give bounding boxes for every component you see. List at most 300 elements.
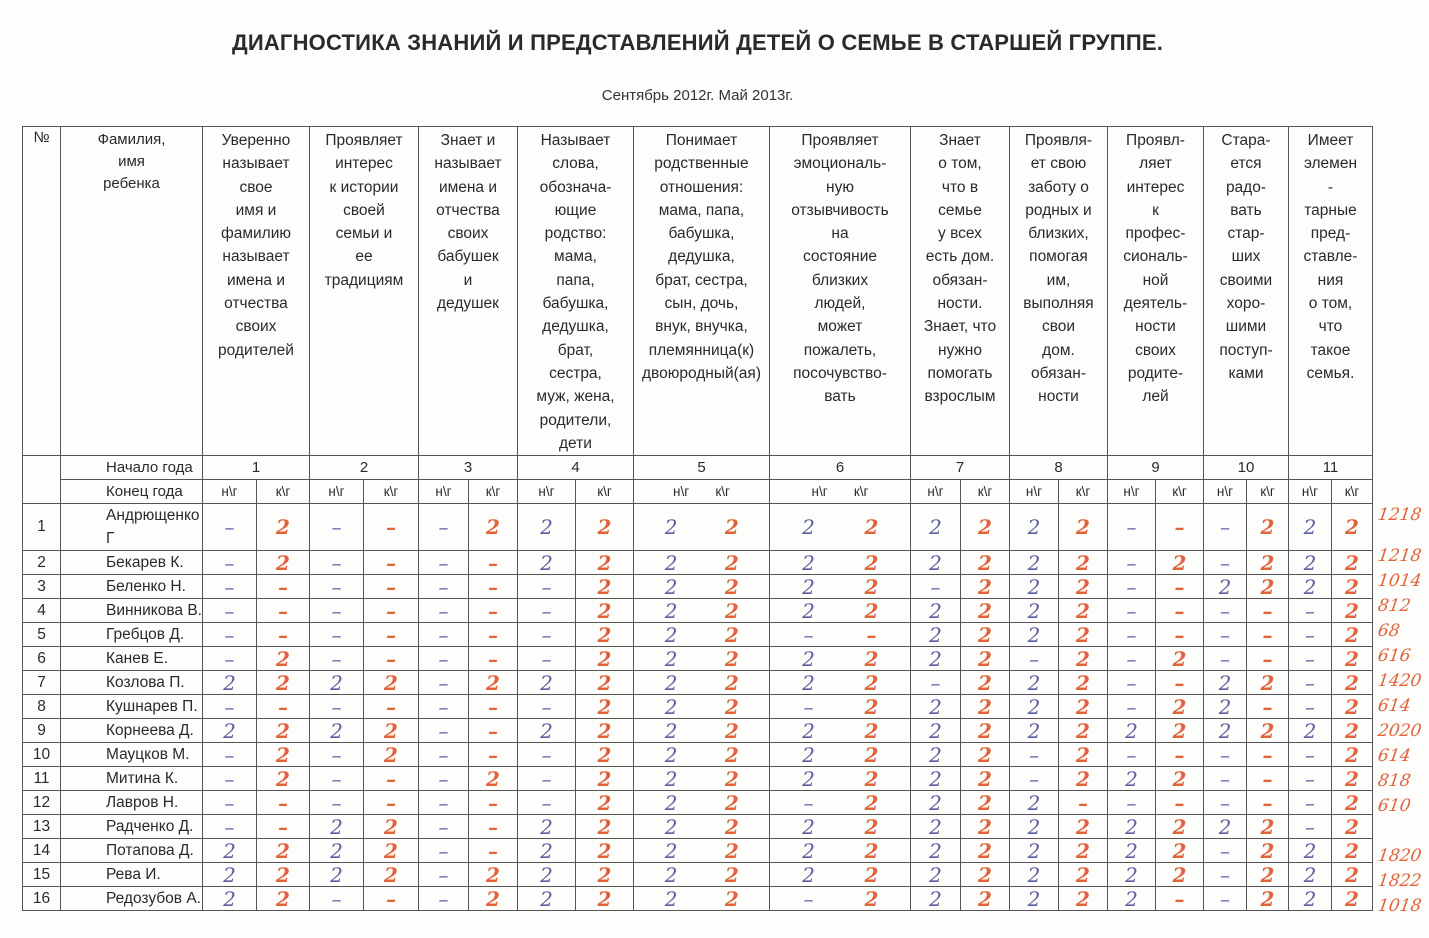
score-pair-cell: [633, 504, 769, 551]
end-score: 2: [960, 767, 1009, 791]
end-score: 2: [1058, 719, 1107, 743]
start-score: 2: [802, 862, 815, 887]
start-score: 2: [910, 719, 960, 743]
end-score: 2: [468, 767, 517, 791]
start-score: –: [418, 767, 468, 791]
end-score: –: [468, 743, 517, 767]
start-score: –: [418, 791, 468, 815]
start-score: –: [1288, 743, 1331, 767]
start-score: 2: [664, 814, 678, 839]
end-score: 2: [1058, 815, 1107, 839]
row-total: 2020: [1376, 721, 1423, 741]
start-score: –: [1107, 647, 1155, 671]
table-row: [23, 791, 1373, 815]
end-score: –: [468, 815, 517, 839]
start-score: 2: [1288, 719, 1331, 743]
child-name: Бекарев К.: [61, 551, 203, 575]
start-score: 2: [1107, 887, 1155, 911]
end-score: 2: [864, 862, 879, 887]
child-name: Канев Е.: [61, 647, 203, 671]
end-score: 2: [724, 515, 739, 540]
end-score: 2: [1058, 575, 1107, 599]
end-score: 2: [363, 839, 418, 863]
start-score: 2: [664, 766, 678, 791]
row-total: 614: [1376, 696, 1412, 716]
end-score: –: [468, 623, 517, 647]
table-row: [23, 719, 1373, 743]
end-score: –: [363, 599, 418, 623]
end-score: 2: [1331, 767, 1372, 791]
row-number: 13: [23, 815, 61, 839]
row-number: 7: [23, 671, 61, 695]
start-score: 2: [910, 791, 960, 815]
end-score: 2: [1246, 551, 1288, 575]
start-score: 2: [802, 574, 815, 599]
table-row: [23, 623, 1373, 647]
start-score: 2: [664, 670, 678, 695]
end-abbr: к\г: [1246, 480, 1288, 504]
start-score: –: [202, 815, 256, 839]
end-score: 2: [1331, 504, 1372, 551]
score-pair-cell: [769, 815, 910, 839]
start-score: 2: [664, 742, 678, 767]
end-score: 2: [1246, 815, 1288, 839]
start-score: 2: [802, 742, 815, 767]
criterion-number: 11: [1288, 456, 1372, 480]
end-score: 2: [724, 598, 739, 623]
end-score: 2: [724, 766, 739, 791]
start-score: –: [803, 790, 814, 815]
start-score: –: [309, 504, 363, 551]
table-row: [23, 767, 1373, 791]
child-name: Митина К.: [61, 767, 203, 791]
criterion-8-header: Проявля- ет свою заботу о родных и близких, помогая им, выполняя свои дом. обязан- ности: [1009, 127, 1107, 456]
start-score: –: [309, 695, 363, 719]
end-score: 2: [1058, 504, 1107, 551]
start-score: 2: [910, 767, 960, 791]
score-pair-cell: [769, 671, 910, 695]
end-score: –: [468, 839, 517, 863]
diagnostics-table: [22, 126, 1373, 911]
row-number: 1: [23, 504, 61, 551]
end-score: 2: [724, 742, 739, 767]
end-score: 2: [256, 863, 309, 887]
start-score: –: [418, 575, 468, 599]
end-score: 2: [864, 574, 879, 599]
row-total: 1822: [1376, 871, 1423, 891]
end-score: 2: [1058, 551, 1107, 575]
start-score: –: [1288, 815, 1331, 839]
score-pair-cell: [769, 743, 910, 767]
end-score: 2: [960, 839, 1009, 863]
start-score: 2: [517, 671, 575, 695]
criterion-4-header: Называет слова, обознача- ющие родство: мама, папа, бабушка, дедушка, брат, сестра, муж, жена, родители, дети: [517, 127, 633, 456]
end-score: 2: [1058, 599, 1107, 623]
start-score: –: [1009, 767, 1058, 791]
num-header: №: [23, 127, 61, 456]
start-score: 2: [1107, 815, 1155, 839]
criterion-2-header: Проявляет интерес к истории своей семьи и ее традициям: [309, 127, 418, 456]
criterion-7-header: Знает о том, что в семье у всех есть дом. обязан- ности. Знает, что нужно помогать взрослым: [910, 127, 1009, 456]
start-score: –: [1203, 791, 1246, 815]
start-score: 2: [664, 790, 678, 815]
child-name: Беленко Н.: [61, 575, 203, 599]
start-score: 2: [910, 887, 960, 911]
criterion-number: 7: [910, 456, 1009, 480]
start-score: 2: [202, 719, 256, 743]
start-score: 2: [202, 671, 256, 695]
end-score: 2: [575, 695, 633, 719]
start-of-year-label: Начало года: [61, 456, 203, 480]
row-total: 818: [1376, 771, 1412, 791]
end-score: 2: [1331, 791, 1372, 815]
end-score: 2: [1331, 719, 1372, 743]
end-score: 2: [864, 694, 879, 719]
score-pair-cell: [769, 504, 910, 551]
start-score: 2: [802, 718, 815, 743]
score-pair-cell: [769, 719, 910, 743]
end-score: –: [1246, 695, 1288, 719]
end-score: 2: [575, 623, 633, 647]
start-score: –: [517, 743, 575, 767]
end-score: 2: [1331, 743, 1372, 767]
start-score: –: [418, 719, 468, 743]
start-score: –: [1203, 504, 1246, 551]
end-score: 2: [468, 887, 517, 911]
start-score: –: [517, 647, 575, 671]
start-score: –: [202, 599, 256, 623]
start-score: 2: [910, 623, 960, 647]
start-score: 2: [802, 598, 815, 623]
end-abbr: к\г: [256, 480, 309, 504]
end-score: 2: [724, 550, 739, 575]
row-number: 11: [23, 767, 61, 791]
end-score: 2: [1331, 887, 1372, 911]
start-score: –: [517, 599, 575, 623]
start-abbr: н\г: [1009, 480, 1058, 504]
row-total: 1218: [1376, 505, 1423, 525]
end-score: 2: [575, 671, 633, 695]
start-score: 2: [1288, 839, 1331, 863]
score-pair-cell: [633, 623, 769, 647]
end-score: 2: [960, 695, 1009, 719]
end-abbr: к\г: [575, 480, 633, 504]
start-score: –: [309, 551, 363, 575]
end-abbr: к\г: [1058, 480, 1107, 504]
end-score: 2: [960, 551, 1009, 575]
child-name: Винникова В.: [61, 599, 203, 623]
start-score: –: [517, 623, 575, 647]
start-score: –: [1203, 599, 1246, 623]
end-score: 2: [256, 551, 309, 575]
end-score: –: [1246, 743, 1288, 767]
score-pair-cell: [769, 791, 910, 815]
start-score: –: [418, 815, 468, 839]
end-score: 2: [864, 886, 879, 911]
end-score: –: [363, 623, 418, 647]
start-score: 2: [664, 622, 678, 647]
end-score: 2: [1331, 575, 1372, 599]
start-score: 2: [1009, 623, 1058, 647]
end-score: 2: [960, 575, 1009, 599]
end-score: 2: [256, 887, 309, 911]
row-number: 8: [23, 695, 61, 719]
end-score: 2: [1155, 815, 1203, 839]
end-score: 2: [256, 743, 309, 767]
end-score: 2: [256, 647, 309, 671]
end-score: 2: [575, 647, 633, 671]
end-score: –: [363, 791, 418, 815]
end-score: 2: [960, 743, 1009, 767]
start-score: 2: [1288, 575, 1331, 599]
criterion-3-header: Знает и называет имена и отчества своих бабушек и дедушек: [418, 127, 517, 456]
start-score: 2: [802, 838, 815, 863]
start-score: 2: [202, 887, 256, 911]
start-score: –: [517, 791, 575, 815]
end-score: 2: [1246, 504, 1288, 551]
end-score: 2: [1058, 623, 1107, 647]
start-score: 2: [910, 815, 960, 839]
row-total: 812: [1376, 596, 1412, 616]
end-score: –: [256, 599, 309, 623]
table-row: [23, 671, 1373, 695]
end-score: 2: [1331, 551, 1372, 575]
end-score: –: [1058, 791, 1107, 815]
end-score: 2: [1331, 695, 1372, 719]
end-score: 2: [1155, 839, 1203, 863]
end-score: 2: [468, 504, 517, 551]
end-score: 2: [724, 838, 739, 863]
end-score: –: [468, 599, 517, 623]
score-pair-cell: [633, 647, 769, 671]
end-score: 2: [575, 599, 633, 623]
end-abbr: к\г: [960, 480, 1009, 504]
start-score: –: [418, 504, 468, 551]
start-score: –: [309, 791, 363, 815]
start-score: –: [803, 694, 814, 719]
criterion-number: 5: [633, 456, 769, 480]
table-row: [23, 504, 1373, 551]
row-total: 614: [1376, 746, 1412, 766]
start-score: 2: [802, 670, 815, 695]
end-score: –: [1155, 623, 1203, 647]
end-score: 2: [575, 719, 633, 743]
end-score: –: [363, 575, 418, 599]
row-number: 6: [23, 647, 61, 671]
end-abbr: к\г: [1331, 480, 1372, 504]
end-score: –: [363, 767, 418, 791]
start-score: 2: [910, 551, 960, 575]
end-score: 2: [1331, 599, 1372, 623]
table-row: [23, 551, 1373, 575]
score-pair-cell: [769, 599, 910, 623]
end-score: 2: [575, 791, 633, 815]
start-score: –: [1107, 743, 1155, 767]
end-score: 2: [468, 671, 517, 695]
start-score: 2: [1107, 767, 1155, 791]
end-score: 2: [960, 599, 1009, 623]
table-row: [23, 887, 1373, 911]
start-score: 2: [1203, 671, 1246, 695]
start-score: –: [1203, 839, 1246, 863]
end-score: 2: [864, 598, 879, 623]
start-score: 2: [1288, 504, 1331, 551]
row-total: 1014: [1376, 571, 1423, 591]
end-score: 2: [864, 790, 879, 815]
start-score: 2: [1288, 863, 1331, 887]
start-score: –: [202, 767, 256, 791]
start-score: 2: [664, 598, 678, 623]
end-score: 2: [960, 623, 1009, 647]
start-score: –: [910, 575, 960, 599]
row-total: 1420: [1376, 671, 1423, 691]
start-score: 2: [802, 646, 815, 671]
start-score: 2: [664, 838, 678, 863]
end-score: 2: [256, 719, 309, 743]
end-score: 2: [256, 767, 309, 791]
start-score: –: [418, 863, 468, 887]
end-score: –: [1246, 767, 1288, 791]
end-abbr: к\г: [363, 480, 418, 504]
end-score: 2: [960, 863, 1009, 887]
start-score: –: [309, 575, 363, 599]
start-score: 2: [1009, 791, 1058, 815]
start-score: –: [1288, 623, 1331, 647]
end-score: 2: [575, 839, 633, 863]
start-score: –: [309, 743, 363, 767]
end-score: 2: [1058, 743, 1107, 767]
end-score: 2: [363, 863, 418, 887]
end-score: –: [363, 887, 418, 911]
start-score: –: [1203, 647, 1246, 671]
end-score: –: [1246, 647, 1288, 671]
start-score: 2: [1107, 719, 1155, 743]
score-pair-cell: [633, 671, 769, 695]
start-score: 2: [664, 862, 678, 887]
end-score: –: [468, 719, 517, 743]
end-score: –: [1155, 671, 1203, 695]
start-score: 2: [802, 550, 815, 575]
score-pair-cell: [633, 887, 769, 911]
row-number: 16: [23, 887, 61, 911]
start-score: 2: [1107, 839, 1155, 863]
end-score: 2: [724, 862, 739, 887]
end-score: –: [1155, 887, 1203, 911]
row-total: 68: [1376, 621, 1402, 641]
score-pair-cell: [633, 743, 769, 767]
row-number: 14: [23, 839, 61, 863]
start-score: –: [1107, 575, 1155, 599]
start-score: 2: [1009, 815, 1058, 839]
end-score: 2: [864, 515, 879, 540]
end-score: 2: [864, 742, 879, 767]
end-score: –: [1155, 599, 1203, 623]
start-score: –: [1288, 767, 1331, 791]
start-score: 2: [802, 766, 815, 791]
end-score: 2: [724, 886, 739, 911]
end-score: –: [363, 551, 418, 575]
end-score: –: [363, 647, 418, 671]
child-name: Гребцов Д.: [61, 623, 203, 647]
start-score: –: [202, 791, 256, 815]
start-score: –: [1107, 551, 1155, 575]
criterion-number: 1: [202, 456, 309, 480]
end-score: 2: [724, 646, 739, 671]
child-name: Козлова П.: [61, 671, 203, 695]
score-pair-cell: [633, 719, 769, 743]
child-name: Кушнарев П.: [61, 695, 203, 719]
start-abbr: н\г: [517, 480, 575, 504]
start-score: 2: [1009, 551, 1058, 575]
start-score: 2: [664, 550, 678, 575]
start-score: 2: [517, 839, 575, 863]
child-name: Рева И.: [61, 863, 203, 887]
score-pair-cell: [633, 551, 769, 575]
end-score: –: [256, 815, 309, 839]
end-score: 2: [864, 814, 879, 839]
end-score: 2: [1246, 671, 1288, 695]
end-score: 2: [468, 863, 517, 887]
end-score: –: [363, 695, 418, 719]
start-score: –: [418, 743, 468, 767]
start-score: –: [1203, 767, 1246, 791]
score-pair-cell: [769, 623, 910, 647]
end-score: –: [468, 551, 517, 575]
end-score: 2: [1246, 887, 1288, 911]
start-score: –: [418, 647, 468, 671]
end-score: 2: [724, 622, 739, 647]
start-score: –: [418, 695, 468, 719]
end-score: –: [256, 695, 309, 719]
score-pair-cell: [769, 863, 910, 887]
start-score: 2: [664, 515, 678, 540]
end-score: 2: [575, 504, 633, 551]
table-row: [23, 695, 1373, 719]
start-score: –: [1288, 599, 1331, 623]
criterion-number: 6: [769, 456, 910, 480]
score-pair-cell: [769, 575, 910, 599]
start-score: 2: [1107, 863, 1155, 887]
end-score: 2: [1155, 551, 1203, 575]
start-score: –: [202, 695, 256, 719]
start-score: –: [1107, 791, 1155, 815]
end-score: 2: [960, 887, 1009, 911]
end-score: 2: [363, 815, 418, 839]
table-row: [23, 575, 1373, 599]
end-score: –: [468, 575, 517, 599]
end-score: –: [1155, 791, 1203, 815]
end-score: 2: [575, 887, 633, 911]
end-score: –: [1155, 743, 1203, 767]
criterion-number: 3: [418, 456, 517, 480]
score-pair-cell: [633, 791, 769, 815]
criterion-number: 10: [1203, 456, 1288, 480]
start-score: 2: [517, 504, 575, 551]
end-score: –: [1246, 599, 1288, 623]
start-score: 2: [1288, 551, 1331, 575]
start-abbr: н\г: [202, 480, 256, 504]
end-score: 2: [864, 766, 879, 791]
start-score: 2: [1288, 887, 1331, 911]
end-score: 2: [575, 551, 633, 575]
start-score: –: [202, 743, 256, 767]
criterion-6-header: Проявляет эмоциональ- ную отзывчивость на состояние близких людей, может пожалеть, посочувство- вать: [769, 127, 910, 456]
start-score: –: [1107, 599, 1155, 623]
row-total: 1820: [1376, 846, 1423, 866]
end-score: –: [256, 791, 309, 815]
end-score: 2: [724, 574, 739, 599]
end-score: 2: [864, 670, 879, 695]
